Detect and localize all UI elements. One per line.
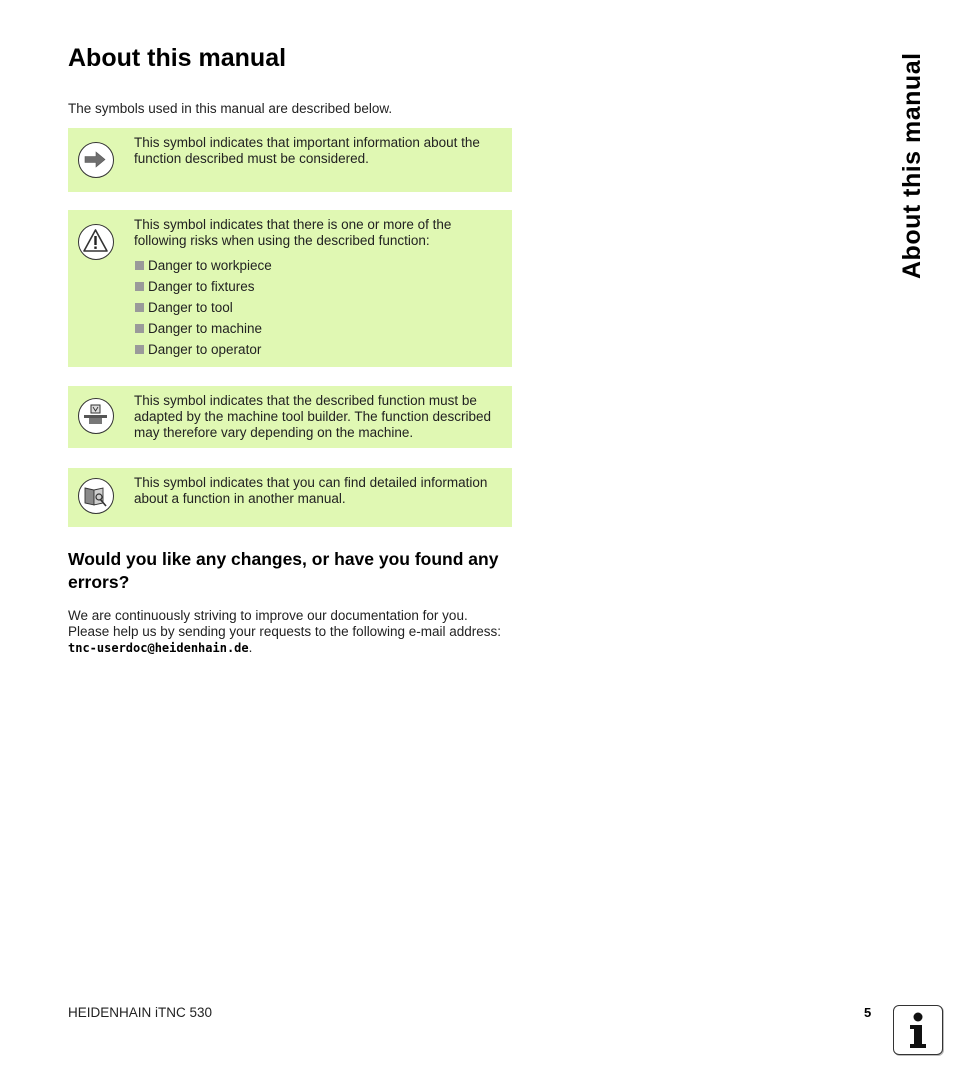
info-icon <box>893 1005 943 1055</box>
bullet-square-icon <box>135 261 144 270</box>
book-icon <box>78 478 114 514</box>
feedback-email-link[interactable]: tnc-userdoc@heidenhain.de <box>68 641 249 655</box>
side-chapter-title: About this manual <box>898 52 926 279</box>
warning-symbol-text: This symbol indicates that there is one or more of the following risks when using the described function: <box>134 217 452 248</box>
feedback-paragraph <box>68 608 512 656</box>
manual-symbol-text: This symbol indicates that you can find detailed information about a function in another manual. <box>134 475 488 506</box>
machine-symbol-box <box>68 386 512 448</box>
manual-symbol-box <box>68 468 512 527</box>
page-number: 5 <box>864 1005 872 1020</box>
note-symbol-text: This symbol indicates that important information about the function described must be considered. <box>134 135 480 166</box>
note-symbol-box <box>68 128 512 192</box>
machine-symbol-text: This symbol indicates that the described function must be adapted by the machine tool builder. The function described may therefore vary depending on the machine. <box>134 393 491 440</box>
feedback-text: We are continuously striving to improve our documentation for you. Please help us by sending your requests to the following e-mail address: <box>68 608 501 639</box>
bullet-square-icon <box>135 282 144 291</box>
warning-symbol-content <box>134 217 506 363</box>
list-item: Danger to operator <box>134 342 506 363</box>
bullet-square-icon <box>135 324 144 333</box>
page-title: About this manual <box>68 44 287 72</box>
list-item: Danger to tool <box>134 300 506 321</box>
bullet-square-icon <box>135 303 144 312</box>
footer-product-name: HEIDENHAIN iTNC 530 <box>68 1005 213 1020</box>
bullet-square-icon <box>135 345 144 354</box>
feedback-trailing: . <box>248 640 253 655</box>
machine-tool-icon <box>78 398 114 434</box>
warning-triangle-icon <box>78 224 114 260</box>
list-item: Danger to workpiece <box>134 258 506 279</box>
list-item: Danger to fixtures <box>134 279 506 300</box>
list-item: Danger to machine <box>134 321 506 342</box>
arrow-right-icon <box>78 142 114 178</box>
warning-symbol-box <box>68 210 512 367</box>
intro-text: The symbols used in this manual are described below. <box>68 101 393 116</box>
risk-list <box>134 258 506 363</box>
feedback-heading: Would you like any changes, or have you found any errors? <box>68 549 499 592</box>
